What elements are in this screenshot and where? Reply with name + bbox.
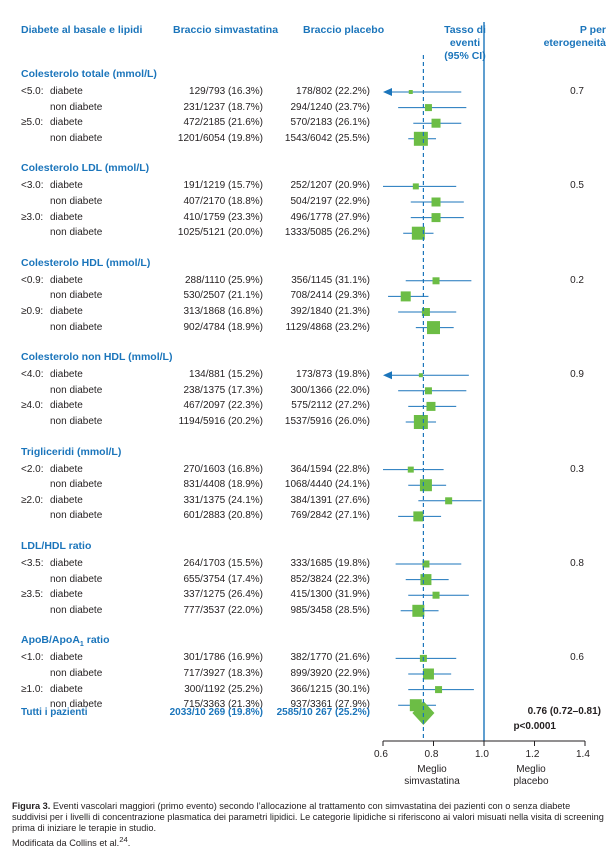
estimate-marker bbox=[420, 574, 431, 585]
estimate-marker bbox=[426, 402, 435, 411]
row-simva-value: 300/1192 (25.2%) bbox=[184, 683, 263, 695]
row-group: diabete bbox=[50, 494, 83, 506]
row-p-value: 0.6 bbox=[570, 652, 584, 664]
row-placebo-value: 985/3458 (28.5%) bbox=[290, 604, 370, 616]
section-title: Colesterolo HDL (mmol/L) bbox=[21, 256, 151, 269]
row-simva-value: 831/4408 (18.9%) bbox=[183, 479, 263, 491]
row-simva-value: 467/2097 (22.3%) bbox=[183, 400, 263, 412]
estimate-marker bbox=[412, 605, 424, 617]
row-placebo-value: 173/873 (19.8%) bbox=[296, 369, 370, 381]
section-title: Trigliceridi (mmol/L) bbox=[21, 445, 122, 458]
x-tick-label: 1.2 bbox=[525, 749, 540, 760]
header-col-tasso: Tasso di eventi (95% CI) bbox=[444, 24, 486, 62]
row-placebo-value: 570/2183 (26.1%) bbox=[290, 117, 370, 129]
row-simva-value: 231/1237 (18.7%) bbox=[183, 101, 263, 113]
row-cutoff: <3.5: bbox=[21, 558, 44, 569]
estimate-marker bbox=[413, 183, 419, 189]
row-placebo-value: 384/1391 (27.6%) bbox=[290, 494, 370, 506]
x-label-left: Meglio simvastatina bbox=[404, 764, 460, 787]
row-placebo-value: 899/3920 (22.9%) bbox=[290, 668, 370, 679]
row-group: non diabete bbox=[50, 196, 103, 207]
total-p-text: p<0.0001 bbox=[513, 721, 556, 732]
row-group: non diabete bbox=[50, 416, 103, 427]
row-cutoff: <1.0: bbox=[21, 652, 44, 664]
estimate-marker bbox=[445, 497, 452, 504]
row-group: diabete bbox=[50, 180, 83, 192]
row-cutoff: <4.0: bbox=[21, 369, 44, 381]
row-placebo-value: 382/1770 (21.6%) bbox=[290, 652, 370, 664]
row-placebo-value: 852/3824 (22.3%) bbox=[290, 573, 370, 585]
estimate-marker bbox=[425, 104, 432, 111]
row-placebo-value: 1333/5085 (26.2%) bbox=[284, 227, 370, 239]
row-placebo-value: 300/1366 (22.0%) bbox=[290, 384, 370, 396]
row-group: diabete bbox=[50, 211, 83, 223]
x-tick-label: 0.8 bbox=[424, 749, 439, 760]
row-simva-value: 655/3754 (17.4%) bbox=[183, 573, 263, 585]
row-group: non diabete bbox=[50, 668, 103, 679]
estimate-marker bbox=[423, 669, 434, 680]
row-simva-value: 129/793 (16.3%) bbox=[189, 86, 263, 97]
row-group: non diabete bbox=[50, 479, 103, 491]
row-placebo-value: 1129/4868 (23.2%) bbox=[285, 321, 370, 333]
row-simva-value: 530/2507 (21.1%) bbox=[183, 290, 263, 302]
estimate-marker bbox=[433, 592, 440, 599]
row-cutoff: ≥2.0: bbox=[21, 494, 44, 506]
row-cutoff: ≥0.9: bbox=[21, 306, 44, 317]
row-group: non diabete bbox=[50, 101, 103, 113]
estimate-marker bbox=[414, 415, 428, 429]
row-cutoff: <0.9: bbox=[21, 274, 44, 286]
row-cutoff: ≥5.0: bbox=[21, 117, 44, 129]
row-p-value: 0.3 bbox=[570, 463, 584, 475]
row-group: non diabete bbox=[50, 384, 103, 396]
row-cutoff: <5.0: bbox=[21, 86, 44, 97]
row-p-value: 0.2 bbox=[570, 274, 584, 286]
row-group: non diabete bbox=[50, 132, 103, 144]
row-placebo-value: 769/2842 (27.1%) bbox=[290, 510, 370, 522]
row-placebo-value: 1068/4440 (24.1%) bbox=[284, 479, 370, 491]
row-simva-value: 301/1786 (16.9%) bbox=[183, 652, 263, 664]
row-cutoff: <3.0: bbox=[21, 180, 44, 192]
row-group: diabete bbox=[50, 400, 83, 412]
row-simva-value: 601/2883 (20.8%) bbox=[183, 510, 263, 522]
estimate-marker bbox=[435, 686, 442, 693]
estimate-marker bbox=[420, 479, 432, 491]
row-group: diabete bbox=[50, 683, 83, 695]
row-p-value: 0.9 bbox=[570, 369, 584, 381]
row-group: non diabete bbox=[50, 604, 103, 616]
row-placebo-value: 1543/6042 (25.5%) bbox=[284, 132, 370, 144]
row-simva-value: 715/3363 (21.3%) bbox=[183, 699, 263, 711]
row-placebo-value: 294/1240 (23.7%) bbox=[290, 101, 370, 113]
total-placebo-value: 2585/10 267 (25.2%) bbox=[276, 707, 370, 718]
row-placebo-value: 333/1685 (19.8%) bbox=[290, 558, 370, 569]
estimate-marker bbox=[427, 321, 440, 334]
row-group: non diabete bbox=[50, 321, 103, 333]
row-group: diabete bbox=[50, 274, 83, 286]
row-simva-value: 313/1868 (16.8%) bbox=[183, 306, 263, 317]
row-cutoff: ≥3.0: bbox=[21, 211, 44, 223]
row-cutoff: ≥3.5: bbox=[21, 589, 44, 601]
row-simva-value: 717/3927 (18.3%) bbox=[183, 668, 263, 679]
row-simva-value: 1194/5916 (20.2%) bbox=[178, 416, 263, 427]
row-placebo-value: 356/1145 (31.1%) bbox=[291, 274, 370, 286]
row-simva-value: 134/881 (15.2%) bbox=[189, 369, 263, 381]
estimate-marker bbox=[413, 511, 423, 521]
header-col-simvastatina: Braccio simvastatina bbox=[173, 24, 279, 36]
row-group: diabete bbox=[50, 589, 83, 601]
estimate-marker bbox=[401, 291, 411, 301]
figure-caption: Figura 3. Eventi vascolari maggiori (primo evento) secondo l’allocazione al trattamento con simvastatina dei pazienti con o senza diabete suddivisi per i livelli di concentrazione plasmatica dei parametri lipidici. Le categorie lipidiche si riferiscono ai valori misuati nella visita di screening prima di iniziare le terapie in studio. Modificata da Collins et al.$^{24}$. bbox=[12, 801, 604, 849]
header-col-placebo: Braccio placebo bbox=[303, 24, 385, 36]
estimate-marker bbox=[419, 373, 423, 377]
row-simva-value: 472/2185 (21.6%) bbox=[183, 117, 263, 129]
x-tick-label: 1.4 bbox=[576, 749, 590, 760]
row-p-value: 0.8 bbox=[570, 558, 584, 569]
estimate-marker bbox=[432, 213, 441, 222]
section-title: Colesterolo totale (mmol/L) bbox=[21, 68, 157, 80]
row-group: diabete bbox=[50, 86, 83, 97]
row-placebo-value: 366/1215 (30.1%) bbox=[290, 683, 370, 695]
row-group: diabete bbox=[50, 652, 83, 664]
estimate-marker bbox=[425, 387, 432, 394]
row-simva-value: 407/2170 (18.8%) bbox=[183, 196, 263, 207]
row-group: non diabete bbox=[50, 573, 103, 585]
ci-arrow bbox=[383, 88, 392, 96]
section-title: Colesterolo non HDL (mmol/L) bbox=[21, 351, 173, 364]
row-simva-value: 331/1375 (24.1%) bbox=[183, 494, 263, 506]
x-tick-label: 1.0 bbox=[475, 749, 489, 760]
estimate-marker bbox=[408, 467, 414, 473]
row-simva-value: 238/1375 (17.3%) bbox=[183, 384, 263, 396]
row-cutoff: ≥1.0: bbox=[21, 683, 44, 695]
estimate-marker bbox=[433, 277, 440, 284]
row-group: non diabete bbox=[50, 699, 103, 711]
row-placebo-value: 496/1778 (27.9%) bbox=[290, 211, 370, 223]
estimate-marker bbox=[432, 119, 441, 128]
row-placebo-value: 937/3361 (27.9%) bbox=[290, 699, 370, 711]
row-placebo-value: 392/1840 (21.3%) bbox=[290, 306, 370, 317]
row-group: diabete bbox=[50, 558, 83, 569]
header-col-diabete: Diabete al basale e lipidi bbox=[21, 24, 143, 36]
row-placebo-value: 504/2197 (22.9%) bbox=[290, 196, 370, 207]
row-placebo-value: 364/1594 (22.8%) bbox=[290, 463, 370, 475]
section-title: ApoB/ApoA$_1$ ratio bbox=[21, 634, 110, 649]
x-label-right: Meglio placebo bbox=[513, 764, 549, 787]
row-placebo-value: 415/1300 (31.9%) bbox=[290, 589, 370, 601]
row-group: non diabete bbox=[50, 227, 103, 239]
row-group: diabete bbox=[50, 117, 83, 129]
total-ci-text: 0.76 (0.72–0.81) bbox=[527, 706, 601, 717]
row-simva-value: 288/1110 (25.9%) bbox=[184, 274, 263, 286]
ci-arrow bbox=[383, 371, 392, 379]
row-placebo-value: 575/2112 (27.2%) bbox=[291, 400, 370, 412]
row-cutoff: ≥4.0: bbox=[21, 400, 44, 412]
section-title: LDL/HDL ratio bbox=[21, 540, 92, 552]
row-simva-value: 902/4784 (18.9%) bbox=[183, 321, 263, 333]
row-placebo-value: 1537/5916 (26.0%) bbox=[284, 416, 370, 427]
row-placebo-value: 252/1207 (20.9%) bbox=[290, 180, 370, 192]
row-simva-value: 410/1759 (23.3%) bbox=[183, 211, 263, 223]
row-simva-value: 191/1219 (15.7%) bbox=[183, 180, 263, 192]
row-cutoff: <2.0: bbox=[21, 463, 44, 475]
row-group: non diabete bbox=[50, 290, 103, 302]
estimate-marker bbox=[409, 90, 413, 94]
row-placebo-value: 708/2414 (29.3%) bbox=[290, 290, 370, 302]
row-p-value: 0.7 bbox=[570, 86, 584, 97]
row-group: non diabete bbox=[50, 510, 103, 522]
row-simva-value: 777/3537 (22.0%) bbox=[183, 604, 263, 616]
estimate-marker bbox=[432, 198, 441, 207]
row-group: diabete bbox=[50, 369, 83, 381]
total-simva-value: 2033/10 269 (19.8%) bbox=[169, 707, 263, 718]
estimate-marker bbox=[414, 132, 428, 146]
row-simva-value: 337/1275 (26.4%) bbox=[183, 589, 263, 601]
row-simva-value: 270/1603 (16.8%) bbox=[183, 463, 263, 475]
x-tick-label: 0.6 bbox=[374, 749, 388, 760]
row-group: diabete bbox=[50, 463, 83, 475]
row-group: diabete bbox=[50, 306, 83, 317]
total-label: Tutti i pazienti bbox=[21, 707, 88, 718]
row-p-value: 0.5 bbox=[570, 180, 584, 192]
row-placebo-value: 178/802 (22.2%) bbox=[296, 86, 370, 97]
row-simva-value: 1201/6054 (19.8%) bbox=[177, 132, 263, 144]
row-simva-value: 264/1703 (15.5%) bbox=[183, 558, 263, 569]
row-simva-value: 1025/5121 (20.0%) bbox=[177, 227, 263, 239]
section-title: Colesterolo LDL (mmol/L) bbox=[21, 162, 150, 175]
header-col-p: P per eterogeneità bbox=[543, 24, 606, 49]
